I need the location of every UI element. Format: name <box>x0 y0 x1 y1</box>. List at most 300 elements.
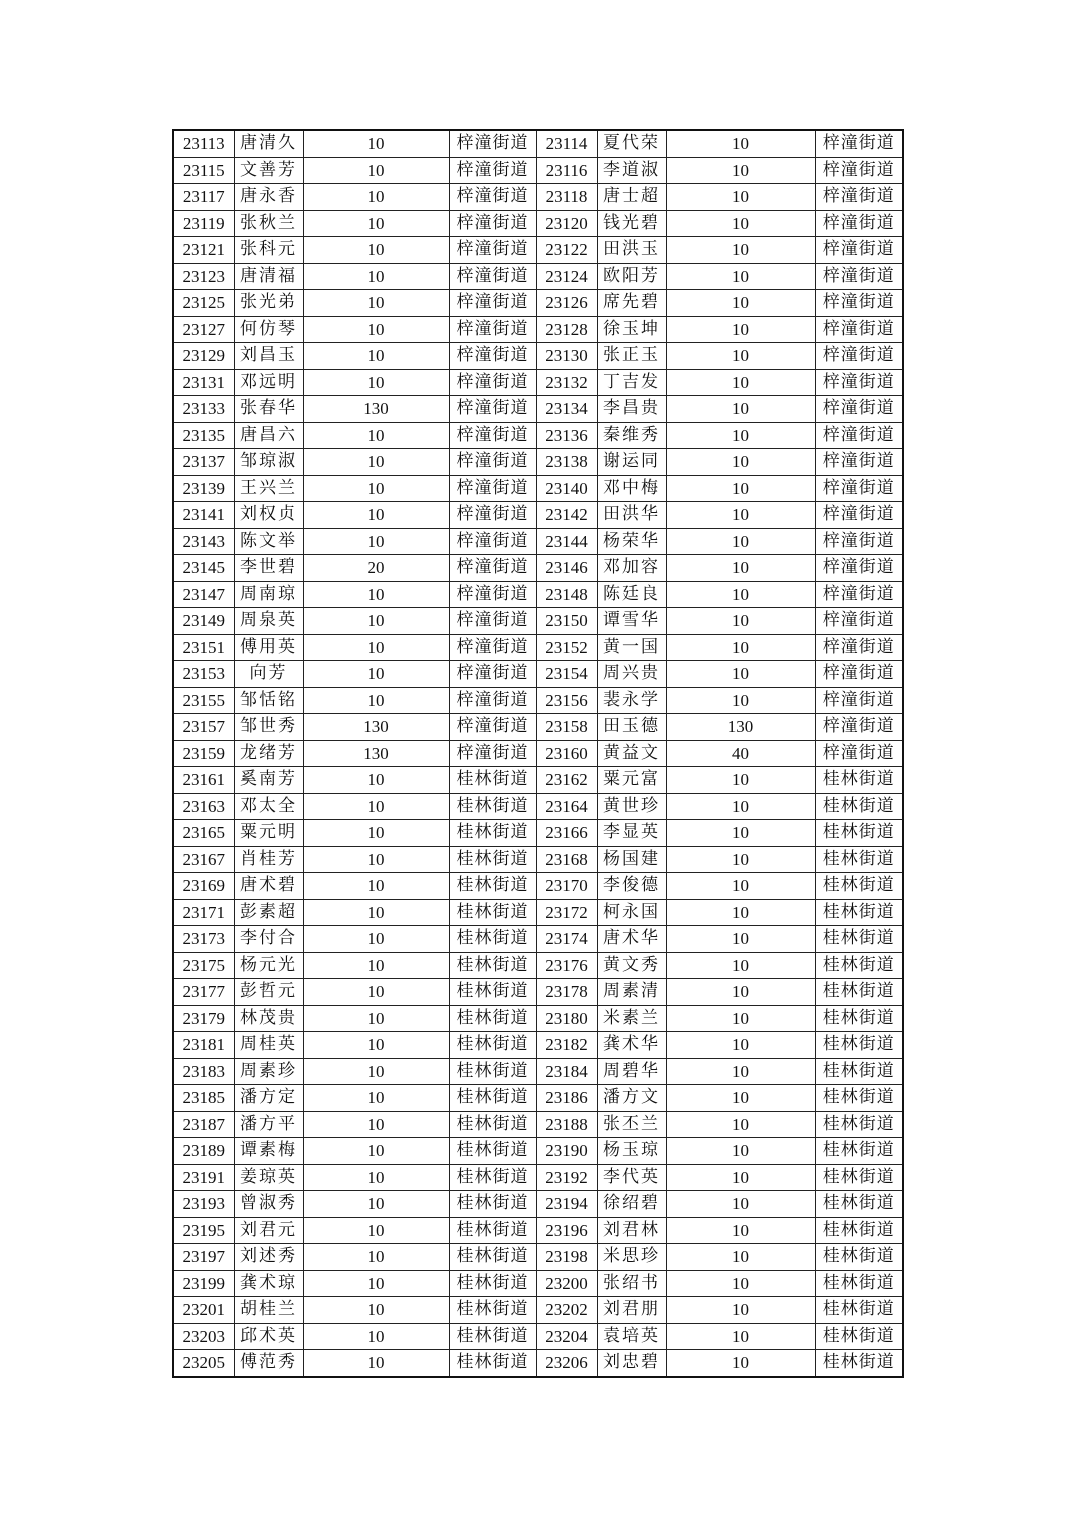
table-row <box>173 528 903 555</box>
record-id-cell: 23175 <box>173 952 234 979</box>
amount-cell: 10 <box>666 1164 815 1191</box>
person-name-cell: 林茂贵 <box>234 1005 303 1032</box>
person-name-cell: 田洪玉 <box>597 237 666 264</box>
roster-table <box>172 129 904 1378</box>
table-row <box>173 979 903 1006</box>
person-name-cell: 龚术琼 <box>234 1270 303 1297</box>
amount-cell: 10 <box>666 1217 815 1244</box>
record-id-cell: 23158 <box>536 714 597 741</box>
street-name-cell: 梓潼街道 <box>449 528 536 555</box>
person-name-cell: 傅用英 <box>234 634 303 661</box>
person-name-cell: 杨荣华 <box>597 528 666 555</box>
amount-cell: 10 <box>666 873 815 900</box>
person-name-cell: 唐术华 <box>597 926 666 953</box>
street-name-cell: 梓潼街道 <box>815 157 903 184</box>
person-name-cell: 周南琼 <box>234 581 303 608</box>
street-name-cell: 梓潼街道 <box>449 130 536 157</box>
record-id-cell: 23137 <box>173 449 234 476</box>
person-name-cell: 徐绍碧 <box>597 1191 666 1218</box>
amount-cell: 20 <box>303 555 449 582</box>
street-name-cell: 梓潼街道 <box>449 210 536 237</box>
street-name-cell: 梓潼街道 <box>815 343 903 370</box>
street-name-cell: 桂林街道 <box>449 846 536 873</box>
street-name-cell: 梓潼街道 <box>449 740 536 767</box>
person-name-cell: 粟元富 <box>597 767 666 794</box>
table-row <box>173 1111 903 1138</box>
person-name-cell: 米思珍 <box>597 1244 666 1271</box>
table-row <box>173 873 903 900</box>
amount-cell: 10 <box>303 634 449 661</box>
person-name-cell: 彭哲元 <box>234 979 303 1006</box>
table-row <box>173 740 903 767</box>
table-row <box>173 502 903 529</box>
person-name-cell: 丁吉发 <box>597 369 666 396</box>
record-id-cell: 23135 <box>173 422 234 449</box>
table-row <box>173 369 903 396</box>
person-name-cell: 谢运同 <box>597 449 666 476</box>
street-name-cell: 桂林街道 <box>815 979 903 1006</box>
amount-cell: 10 <box>666 369 815 396</box>
amount-cell: 10 <box>666 290 815 317</box>
amount-cell: 10 <box>303 1085 449 1112</box>
street-name-cell: 梓潼街道 <box>815 608 903 635</box>
person-name-cell: 谭雪华 <box>597 608 666 635</box>
person-name-cell: 夏代荣 <box>597 130 666 157</box>
person-name-cell: 周桂英 <box>234 1032 303 1059</box>
person-name-cell: 钱光碧 <box>597 210 666 237</box>
table-row <box>173 449 903 476</box>
table-row <box>173 1058 903 1085</box>
person-name-cell: 柯永国 <box>597 899 666 926</box>
amount-cell: 10 <box>666 422 815 449</box>
person-name-cell: 邹世秀 <box>234 714 303 741</box>
amount-cell: 10 <box>666 793 815 820</box>
amount-cell: 10 <box>303 1111 449 1138</box>
table-row <box>173 1270 903 1297</box>
street-name-cell: 桂林街道 <box>449 767 536 794</box>
street-name-cell: 梓潼街道 <box>815 634 903 661</box>
record-id-cell: 23180 <box>536 1005 597 1032</box>
amount-cell: 10 <box>666 1111 815 1138</box>
person-name-cell: 刘君林 <box>597 1217 666 1244</box>
amount-cell: 10 <box>666 634 815 661</box>
street-name-cell: 桂林街道 <box>449 1270 536 1297</box>
table-row <box>173 687 903 714</box>
person-name-cell: 李世碧 <box>234 555 303 582</box>
record-id-cell: 23189 <box>173 1138 234 1165</box>
person-name-cell: 肖桂芳 <box>234 846 303 873</box>
table-row <box>173 952 903 979</box>
record-id-cell: 23119 <box>173 210 234 237</box>
record-id-cell: 23187 <box>173 1111 234 1138</box>
record-id-cell: 23140 <box>536 475 597 502</box>
person-name-cell: 张丕兰 <box>597 1111 666 1138</box>
record-id-cell: 23166 <box>536 820 597 847</box>
record-id-cell: 23157 <box>173 714 234 741</box>
street-name-cell: 桂林街道 <box>449 1217 536 1244</box>
amount-cell: 10 <box>666 661 815 688</box>
street-name-cell: 桂林街道 <box>815 767 903 794</box>
record-id-cell: 23193 <box>173 1191 234 1218</box>
street-name-cell: 梓潼街道 <box>449 343 536 370</box>
person-name-cell: 唐士超 <box>597 184 666 211</box>
person-name-cell: 黄一国 <box>597 634 666 661</box>
record-id-cell: 23162 <box>536 767 597 794</box>
street-name-cell: 桂林街道 <box>815 1085 903 1112</box>
street-name-cell: 梓潼街道 <box>815 130 903 157</box>
record-id-cell: 23151 <box>173 634 234 661</box>
table-row <box>173 343 903 370</box>
person-name-cell: 刘述秀 <box>234 1244 303 1271</box>
street-name-cell: 梓潼街道 <box>449 475 536 502</box>
street-name-cell: 梓潼街道 <box>449 502 536 529</box>
person-name-cell: 黄益文 <box>597 740 666 767</box>
table-row <box>173 290 903 317</box>
record-id-cell: 23160 <box>536 740 597 767</box>
street-name-cell: 桂林街道 <box>815 1032 903 1059</box>
amount-cell: 10 <box>666 157 815 184</box>
street-name-cell: 梓潼街道 <box>449 316 536 343</box>
person-name-cell: 姜琼英 <box>234 1164 303 1191</box>
amount-cell: 10 <box>666 979 815 1006</box>
person-name-cell: 王兴兰 <box>234 475 303 502</box>
amount-cell: 10 <box>666 184 815 211</box>
street-name-cell: 桂林街道 <box>449 979 536 1006</box>
amount-cell: 10 <box>303 528 449 555</box>
amount-cell: 10 <box>303 899 449 926</box>
table-row <box>173 714 903 741</box>
record-id-cell: 23128 <box>536 316 597 343</box>
amount-cell: 10 <box>666 1138 815 1165</box>
person-name-cell: 刘君朋 <box>597 1297 666 1324</box>
person-name-cell: 周素清 <box>597 979 666 1006</box>
record-id-cell: 23165 <box>173 820 234 847</box>
table-row <box>173 926 903 953</box>
street-name-cell: 梓潼街道 <box>449 634 536 661</box>
street-name-cell: 梓潼街道 <box>449 555 536 582</box>
amount-cell: 10 <box>666 316 815 343</box>
street-name-cell: 桂林街道 <box>815 952 903 979</box>
record-id-cell: 23126 <box>536 290 597 317</box>
person-name-cell: 田洪华 <box>597 502 666 529</box>
street-name-cell: 桂林街道 <box>815 1244 903 1271</box>
street-name-cell: 梓潼街道 <box>449 184 536 211</box>
table-row <box>173 130 903 157</box>
record-id-cell: 23139 <box>173 475 234 502</box>
street-name-cell: 桂林街道 <box>449 1323 536 1350</box>
record-id-cell: 23141 <box>173 502 234 529</box>
street-name-cell: 梓潼街道 <box>815 740 903 767</box>
person-name-cell: 米素兰 <box>597 1005 666 1032</box>
record-id-cell: 23171 <box>173 899 234 926</box>
table-row <box>173 237 903 264</box>
record-id-cell: 23178 <box>536 979 597 1006</box>
amount-cell: 10 <box>666 1005 815 1032</box>
person-name-cell: 粟元明 <box>234 820 303 847</box>
table-row <box>173 767 903 794</box>
amount-cell: 10 <box>666 210 815 237</box>
street-name-cell: 桂林街道 <box>449 1138 536 1165</box>
street-name-cell: 梓潼街道 <box>815 581 903 608</box>
record-id-cell: 23179 <box>173 1005 234 1032</box>
record-id-cell: 23168 <box>536 846 597 873</box>
person-name-cell: 邓远明 <box>234 369 303 396</box>
amount-cell: 10 <box>303 1270 449 1297</box>
amount-cell: 10 <box>303 661 449 688</box>
amount-cell: 10 <box>303 873 449 900</box>
street-name-cell: 梓潼街道 <box>815 687 903 714</box>
amount-cell: 10 <box>666 1270 815 1297</box>
street-name-cell: 梓潼街道 <box>815 449 903 476</box>
record-id-cell: 23133 <box>173 396 234 423</box>
amount-cell: 10 <box>303 846 449 873</box>
amount-cell: 10 <box>303 1323 449 1350</box>
person-name-cell: 张绍书 <box>597 1270 666 1297</box>
person-name-cell: 杨玉琼 <box>597 1138 666 1165</box>
record-id-cell: 23155 <box>173 687 234 714</box>
record-id-cell: 23121 <box>173 237 234 264</box>
record-id-cell: 23142 <box>536 502 597 529</box>
person-name-cell: 黄世珍 <box>597 793 666 820</box>
record-id-cell: 23206 <box>536 1350 597 1377</box>
person-name-cell: 邓加容 <box>597 555 666 582</box>
street-name-cell: 桂林街道 <box>815 793 903 820</box>
person-name-cell: 黄文秀 <box>597 952 666 979</box>
amount-cell: 10 <box>666 846 815 873</box>
person-name-cell: 李代英 <box>597 1164 666 1191</box>
person-name-cell: 刘君元 <box>234 1217 303 1244</box>
person-name-cell: 龚术华 <box>597 1032 666 1059</box>
street-name-cell: 桂林街道 <box>449 873 536 900</box>
street-name-cell: 桂林街道 <box>815 1111 903 1138</box>
street-name-cell: 梓潼街道 <box>449 661 536 688</box>
street-name-cell: 梓潼街道 <box>449 422 536 449</box>
street-name-cell: 桂林街道 <box>815 1005 903 1032</box>
person-name-cell: 周碧华 <box>597 1058 666 1085</box>
street-name-cell: 桂林街道 <box>815 1270 903 1297</box>
amount-cell: 130 <box>303 740 449 767</box>
street-name-cell: 梓潼街道 <box>449 581 536 608</box>
record-id-cell: 23132 <box>536 369 597 396</box>
person-name-cell: 邓太全 <box>234 793 303 820</box>
person-name-cell: 田玉德 <box>597 714 666 741</box>
amount-cell: 10 <box>303 1191 449 1218</box>
record-id-cell: 23115 <box>173 157 234 184</box>
amount-cell: 10 <box>303 157 449 184</box>
amount-cell: 130 <box>303 714 449 741</box>
record-id-cell: 23201 <box>173 1297 234 1324</box>
person-name-cell: 何仿琴 <box>234 316 303 343</box>
record-id-cell: 23144 <box>536 528 597 555</box>
amount-cell: 10 <box>666 263 815 290</box>
table-row <box>173 793 903 820</box>
person-name-cell: 邱术英 <box>234 1323 303 1350</box>
street-name-cell: 桂林街道 <box>449 1191 536 1218</box>
person-name-cell: 张科元 <box>234 237 303 264</box>
record-id-cell: 23183 <box>173 1058 234 1085</box>
table-row <box>173 608 903 635</box>
street-name-cell: 梓潼街道 <box>449 714 536 741</box>
amount-cell: 10 <box>303 581 449 608</box>
person-name-cell: 刘忠碧 <box>597 1350 666 1377</box>
street-name-cell: 梓潼街道 <box>815 528 903 555</box>
record-id-cell: 23116 <box>536 157 597 184</box>
table-row <box>173 846 903 873</box>
table-row <box>173 1297 903 1324</box>
street-name-cell: 桂林街道 <box>449 952 536 979</box>
street-name-cell: 梓潼街道 <box>815 475 903 502</box>
table-row <box>173 1164 903 1191</box>
street-name-cell: 梓潼街道 <box>449 396 536 423</box>
amount-cell: 10 <box>303 952 449 979</box>
amount-cell: 10 <box>303 608 449 635</box>
street-name-cell: 桂林街道 <box>449 899 536 926</box>
table-row <box>173 210 903 237</box>
table-row <box>173 475 903 502</box>
record-id-cell: 23170 <box>536 873 597 900</box>
street-name-cell: 桂林街道 <box>449 1244 536 1271</box>
table-row <box>173 1323 903 1350</box>
amount-cell: 10 <box>666 581 815 608</box>
record-id-cell: 23167 <box>173 846 234 873</box>
record-id-cell: 23164 <box>536 793 597 820</box>
table-row <box>173 184 903 211</box>
record-id-cell: 23117 <box>173 184 234 211</box>
record-id-cell: 23113 <box>173 130 234 157</box>
person-name-cell: 唐昌六 <box>234 422 303 449</box>
street-name-cell: 桂林街道 <box>815 1297 903 1324</box>
street-name-cell: 梓潼街道 <box>449 687 536 714</box>
street-name-cell: 桂林街道 <box>815 926 903 953</box>
street-name-cell: 梓潼街道 <box>449 449 536 476</box>
street-name-cell: 桂林街道 <box>815 1217 903 1244</box>
street-name-cell: 梓潼街道 <box>815 555 903 582</box>
person-name-cell: 邹琼淑 <box>234 449 303 476</box>
street-name-cell: 桂林街道 <box>449 1164 536 1191</box>
record-id-cell: 23173 <box>173 926 234 953</box>
person-name-cell: 欧阳芳 <box>597 263 666 290</box>
person-name-cell: 潘方文 <box>597 1085 666 1112</box>
amount-cell: 10 <box>666 396 815 423</box>
street-name-cell: 梓潼街道 <box>815 369 903 396</box>
person-name-cell: 文善芳 <box>234 157 303 184</box>
street-name-cell: 梓潼街道 <box>449 290 536 317</box>
amount-cell: 10 <box>666 1297 815 1324</box>
record-id-cell: 23143 <box>173 528 234 555</box>
person-name-cell: 周泉英 <box>234 608 303 635</box>
street-name-cell: 梓潼街道 <box>449 608 536 635</box>
table-row <box>173 1350 903 1377</box>
person-name-cell: 李俊德 <box>597 873 666 900</box>
amount-cell: 10 <box>666 237 815 264</box>
street-name-cell: 桂林街道 <box>449 1005 536 1032</box>
person-name-cell: 周素珍 <box>234 1058 303 1085</box>
record-id-cell: 23154 <box>536 661 597 688</box>
table-row <box>173 661 903 688</box>
street-name-cell: 桂林街道 <box>815 1138 903 1165</box>
record-id-cell: 23161 <box>173 767 234 794</box>
street-name-cell: 桂林街道 <box>815 846 903 873</box>
person-name-cell: 李付合 <box>234 926 303 953</box>
record-id-cell: 23127 <box>173 316 234 343</box>
person-name-cell: 张秋兰 <box>234 210 303 237</box>
record-id-cell: 23199 <box>173 1270 234 1297</box>
amount-cell: 10 <box>303 263 449 290</box>
person-name-cell: 杨国建 <box>597 846 666 873</box>
amount-cell: 10 <box>303 369 449 396</box>
record-id-cell: 23156 <box>536 687 597 714</box>
amount-cell: 10 <box>303 1244 449 1271</box>
record-id-cell: 23182 <box>536 1032 597 1059</box>
amount-cell: 10 <box>666 1032 815 1059</box>
street-name-cell: 桂林街道 <box>449 820 536 847</box>
record-id-cell: 23125 <box>173 290 234 317</box>
record-id-cell: 23185 <box>173 1085 234 1112</box>
table-row <box>173 555 903 582</box>
table-row <box>173 396 903 423</box>
record-id-cell: 23120 <box>536 210 597 237</box>
street-name-cell: 梓潼街道 <box>449 263 536 290</box>
street-name-cell: 桂林街道 <box>815 1350 903 1377</box>
amount-cell: 10 <box>303 184 449 211</box>
amount-cell: 10 <box>666 475 815 502</box>
record-id-cell: 23169 <box>173 873 234 900</box>
record-id-cell: 23150 <box>536 608 597 635</box>
person-name-cell: 李昌贵 <box>597 396 666 423</box>
person-name-cell: 向芳 <box>234 661 303 688</box>
street-name-cell: 桂林街道 <box>449 1032 536 1059</box>
amount-cell: 10 <box>666 449 815 476</box>
amount-cell: 10 <box>666 687 815 714</box>
person-name-cell: 傅范秀 <box>234 1350 303 1377</box>
record-id-cell: 23129 <box>173 343 234 370</box>
table-row <box>173 1138 903 1165</box>
person-name-cell: 张光弟 <box>234 290 303 317</box>
amount-cell: 10 <box>666 555 815 582</box>
amount-cell: 10 <box>666 820 815 847</box>
record-id-cell: 23123 <box>173 263 234 290</box>
amount-cell: 10 <box>666 952 815 979</box>
record-id-cell: 23176 <box>536 952 597 979</box>
street-name-cell: 桂林街道 <box>815 1164 903 1191</box>
amount-cell: 10 <box>303 502 449 529</box>
amount-cell: 10 <box>303 1297 449 1324</box>
street-name-cell: 桂林街道 <box>815 1323 903 1350</box>
amount-cell: 10 <box>666 343 815 370</box>
table-row <box>173 263 903 290</box>
record-id-cell: 23195 <box>173 1217 234 1244</box>
person-name-cell: 彭素超 <box>234 899 303 926</box>
person-name-cell: 邓中梅 <box>597 475 666 502</box>
amount-cell: 10 <box>303 1005 449 1032</box>
record-id-cell: 23196 <box>536 1217 597 1244</box>
street-name-cell: 桂林街道 <box>815 1058 903 1085</box>
person-name-cell: 袁培英 <box>597 1323 666 1350</box>
street-name-cell: 梓潼街道 <box>815 502 903 529</box>
street-name-cell: 梓潼街道 <box>815 396 903 423</box>
record-id-cell: 23149 <box>173 608 234 635</box>
street-name-cell: 桂林街道 <box>449 926 536 953</box>
street-name-cell: 梓潼街道 <box>449 369 536 396</box>
amount-cell: 10 <box>303 1164 449 1191</box>
street-name-cell: 桂林街道 <box>815 820 903 847</box>
amount-cell: 10 <box>303 343 449 370</box>
record-id-cell: 23136 <box>536 422 597 449</box>
street-name-cell: 梓潼街道 <box>815 661 903 688</box>
amount-cell: 10 <box>666 502 815 529</box>
street-name-cell: 梓潼街道 <box>815 290 903 317</box>
person-name-cell: 刘昌玉 <box>234 343 303 370</box>
